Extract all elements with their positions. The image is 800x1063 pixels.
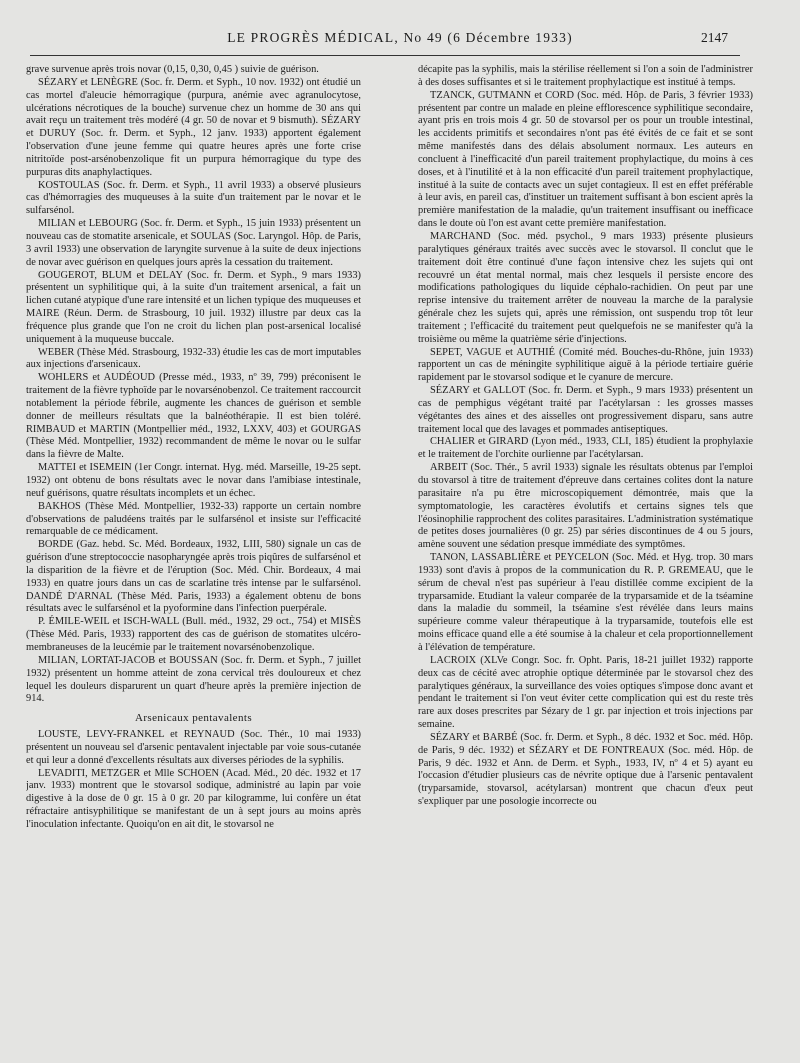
paragraph: WOHLERS et AUDÉOUD (Presse méd., 1933, nº 39, 799) préconisent le traitement de la fièvre typhoïde par le novarsénobenzol. Ce traitement raccourcit notablement la période fébrile, augmente les chances de guérison et semble donner de meilleurs résultats que la balnéothérapie. Il est bien toléré. RIMBAUD et MARTIN (Montpellier méd., 1932, LXXV, 403) et GOURGAS (Thèse Méd. Montpellier, 1932) recommandent de même le novar ou le sulfar dans la fièvre de Malte. [26, 372, 361, 461]
paragraph: BAKHOS (Thèse Méd. Montpellier, 1932-33) rapporte un certain nombre d'observations de paludéens traités par le sulfarsénol et insiste sur l'efficacité remarquable de ce médicament. [26, 500, 361, 538]
continued-paragraph: décapite pas la syphilis, mais la stérilise réellement si l'on a soin de l'administrer à des doses suffisantes et si le traitement prophylactique est institué à temps. [418, 64, 753, 88]
paragraph: KOSTOULAS (Soc. fr. Derm. et Syph., 11 avril 1933) a observé plusieurs cas d'hémorragies des muqueuses à la suite d'un traitement par le novar et le sulfarsénol. [26, 179, 361, 217]
paragraph: LACROIX (XLVe Congr. Soc. fr. Opht. Paris, 18-21 juillet 1932) rapporte deux cas de cécité avec atrophie optique déterminée par le stovarsol chez des paralytiques généraux, la surveillance des voies optiques s'impose donc avant et pendant le traitement si l'on veut éviter cette complication qui est du reste très rare aux doses prescrites par Sézary de 1 gr. par injection et trois injections par semaine. [418, 654, 753, 731]
paragraph: GOUGEROT, BLUM et DELAY (Soc. fr. Derm. et Syph., 9 mars 1933) présentent un syphilitique qui, à la suite d'un traitement arsenical, a fait un lichen cutané atypique d'une rare intensité et un lichen typique des muqueuses et MAIRE (Réun. Derm. de Strasbourg, 10 juil. 1932) illustre par deux cas la fréquence plus grande que l'on ne croit du lichen plan post-arsenical localisé uniquement à la muqueuse buccale. [26, 269, 361, 345]
paragraph: MILIAN et LEBOURG (Soc. fr. Derm. et Syph., 15 juin 1933) présentent un nouveau cas de stomatite arsenicale, et SOULAS (Soc. Laryngol. Hôp. de Paris, 3 avril 1933) une observation de laryngite survenue à la suite de deux injections de novar avec guérison en quelques jours après la cessation du traitement. [26, 218, 361, 268]
paragraph: P. ÉMILE-WEIL et ISCH-WALL (Bull. méd., 1932, 29 oct., 754) et MISÈS (Thèse Méd. Paris, 1933) rapportent des cas de guérison de stomatites ulcéro-membraneuses de la leucémie par le traitement novarsénobenzolique. [26, 616, 361, 653]
paragraph: CHALIER et GIRARD (Lyon méd., 1933, CLI, 185) étudient la prophylaxie et le traitement de l'orchite ourlienne par l'acétylarsan. [418, 436, 753, 461]
paragraph: SÉZARY et BARBÉ (Soc. fr. Derm. et Syph., 8 déc. 1932 et Soc. méd. Hôp. de Paris, 9 déc. 1932) et SÉZARY et DE FONTREAUX (Soc. méd. Hôp. de Paris, 9 déc. 1932 et Ann. de Derm. et Syph., 1933, IV, nº 4 et 5) ayant eu l'occasion d'étudier plusieurs cas de névrite optique due à l'arsenic pentavalent (tryparsamide, stovarsol, acétylarsan) montrent que chacun d'eux peut s'expliquer par une posologie incorrecte ou [418, 731, 753, 808]
paragraph: WEBER (Thèse Méd. Strasbourg, 1932-33) étudie les cas de mort imputables aux injections d'arsenicaux. [26, 346, 361, 371]
paragraph: SÉZARY et LENÈGRE (Soc. fr. Derm. et Syph., 10 nov. 1932) ont étudié un cas mortel d'aleucie hémorragique (purpura, anémie avec agranulocytose, ulcérations nécrotiques de la bouche) survenue chez un homme de 30 ans qui avait reçu un traitement très modéré (4 gr. 50 de novar et 9 bismuth). SÉZARY et DURUY (Soc. fr. Derm. et Syph., 12 janv. 1933) apportent également l'observation d'une jeune femme qui quatre heures après une forte crise nitritoïde post-arsénobenzolique fit un purpura hémorragique du type des purpuras dits anaphylactiques. [26, 76, 361, 178]
section-heading: Arsenicaux pentavalents [134, 712, 253, 725]
paragraph: MILIAN, LORTAT-JACOB et BOUSSAN (Soc. fr. Derm. et Syph., 7 juillet 1932) présentent un homme atteint de zona cervical très douloureux et chez lequel les douleurs disparurent un quart d'heure après la première injection de 914. [26, 654, 361, 705]
left-paragraphs [26, 64, 361, 706]
right-paragraphs [418, 90, 753, 809]
paragraph: grave survenue après trois novar (0,15, 0,30, 0,45 ) suivie de guérison. [26, 64, 319, 75]
paragraph: TZANCK, GUTMANN et CORD (Soc. méd. Hôp. de Paris, 3 février 1933) présentent par contre un malade en pleine efflorescence syphilitique secondaire, ayant pris en trois mois 4 gr. 50 de stovarsol per os pour un trouble intestinal, les accidents primitifs et secondaires n'ont pas été évités de ce fait et se sont même manifestés dans des délais absolument normaux. Les auteurs en concluent à l'inefficacité d'un pareil traitement prophylactique, du moins à ces doses, et à l'inutilité et à la non efficacité d'un pareil traitement prophylactique, institué à la suite de contacts avec un sujet contagieux. Il est en effet préférable à leur avis, en pareil cas, d'instituer un traitement suffisant à bon escient après la première manifestation de la maladie, qu'un traitement insuffisant ou inefficace dans le doute où l'on est avant cette première manifestation. [418, 89, 753, 230]
paragraph: TANON, LASSABLIÈRE et PEYCELON (Soc. Méd. et Hyg. trop. 30 mars 1933) sont d'avis à propos de la communication du R. P. GREMEAU, que le sérum de cheval n'est pas supérieur à l'eau distillée comme excipient de la tryparsamide. Etudiant la valeur comparée de la tryparsamide et de la tséamine dans la maladie du sommeil, la tséamine s'est révélée dans leurs mains supérieure comme valeur thérapeutique à la tryparsamide, toutefois elle est moins efficace quand elle a été soumise à la chaleur et cela proportionnellement à l'élévation de température. [418, 552, 753, 653]
paragraph: BORDE (Gaz. hebd. Sc. Méd. Bordeaux, 1932, LIII, 580) signale un cas de guérison d'une streptococcie nasopharyngée après trois piqûres de sulfarsénol et la disparition de la fièvre et de l'éruption (Soc. Méd. Chir. Bordeaux, 4 mai 1933) en quatre jours dans un cas de scarlatine très intense par le sulfarsénol. DANDÉ D'ARNAL (Thèse Méd. Paris, 1933) a également obtenu de bons résultats avec le sulfarsénol et la pyoformine dans l'infection puerpérale. [26, 539, 361, 615]
running-title: LE PROGRÈS MÉDICAL, No 49 (6 Décembre 1933) [227, 30, 573, 45]
paragraph: SEPET, VAGUE et AUTHIÉ (Comité méd. Bouches-du-Rhône, juin 1933) rapportent un cas de méningite syphilitique aiguë à la période tertiaire guérie rapidement par le stovarsol sodique et le cyanure de mercure. [418, 346, 753, 384]
paragraph: SÉZARY et GALLOT (Soc. fr. Derm. et Syph., 9 mars 1933) présentent un cas de pemphigus végétant traité par l'acétylarsan : les grosses masses végétantes des aines et des aisselles ont progressivement disparu, sans autre traitement local que des lavages et pommades antiseptiques. [418, 385, 753, 435]
right-column [418, 64, 753, 1054]
paragraph: ARBEIT (Soc. Thér., 5 avril 1933) signale les résultats obtenus par l'emploi du stovarsol à titre de traitement d'épreuve dans certaines colites dont la nature parasitaire n'a pu être microscopiquement démontrée, mais que la symptomatologie, les caractères évolutifs et certains signes tels que l'éosinophilie rapprochent des colites parasitaires. L'administration systématique de petites doses journalières (0 gr. 25) par séries discontinues de 4 ou 5 jours, amène souvent une sédation presque immédiate des symptômes. [418, 462, 753, 551]
page-number: 2147 [701, 30, 728, 45]
paragraph: MATTEI et ISEMEIN (1er Congr. internat. Hyg. méd. Marseille, 19-25 sept. 1932) ont obtenu de bons résultats avec le novar dans l'amibiase intestinale, neuf guérisons, quatre résultats incomplets et un échec. [26, 462, 361, 499]
paragraph: MARCHAND (Soc. méd. psychol., 9 mars 1933) présente plusieurs paralytiques généraux traités avec succès avec le stovarsol. Il conclut que le traitement doit être continué d'une façon intensive chez les sujets qui ont recouvré un état mental normal, mais chez lesquels il persiste encore des modifications pathologiques du liquide céphalo-rachidien. On peut par une reprise intensive du traitement arrêter de nouveau la marche de la paralysie générale chez les sujets qui, après une rémission, ont suspendu trop tôt leur traitement ; l'efficacité du traitement peut quelquefois ne se manifester qu'à la troisième ou même la quatrième série d'injections. [418, 230, 753, 345]
page-header [8, 30, 792, 52]
left-column [26, 64, 361, 1054]
paragraph: LEVADITI, METZGER et Mlle SCHOEN (Acad. Méd., 20 déc. 1932 et 17 janv. 1933) montrent que le stovarsol sodique, administré au lapin par voie digestive à la dose de 0 gr. 15 à 0 gr. 20 par kilogramme, lui confère un état réfractaire antisyphilitique se manifestant de un à sept jours au moins après l'inoculation infectante. Quoiqu'on en ait dit, le stovarsol ne [26, 767, 361, 830]
paragraph: LOUSTE, LEVY-FRANKEL et REYNAUD (Soc. Thér., 10 mai 1933) présentent un nouveau sel d'arsenic pentavalent injectable par voie sous-cutanée et qui leur a donné d'excellents résultats aux diverses périodes de la syphilis. [26, 729, 361, 766]
section-paragraphs [26, 729, 361, 832]
header-rule [30, 55, 740, 56]
